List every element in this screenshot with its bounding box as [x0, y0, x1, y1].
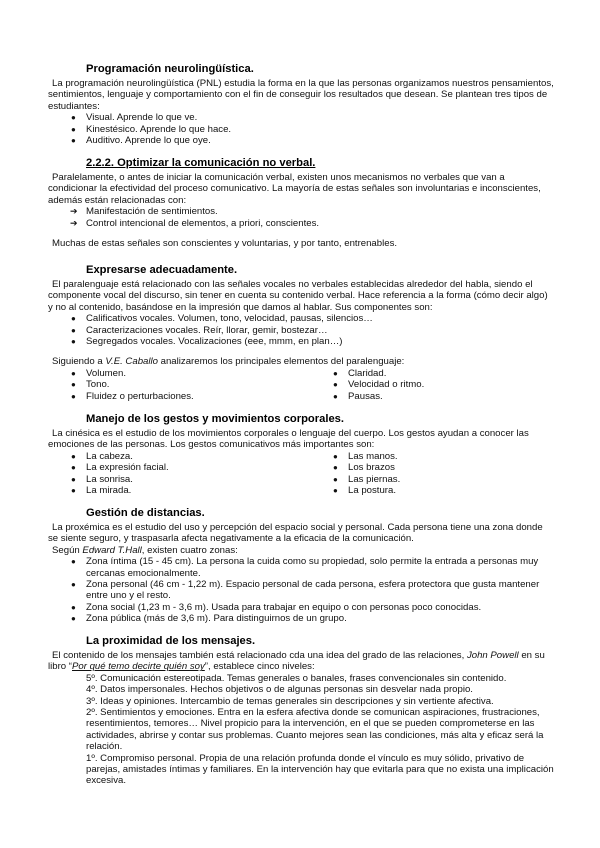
list-item: ● Pausas. [333, 390, 383, 402]
level-item: 5º. Comunicación estereotipada. Temas generales o banales, frases convencionales sin contenido. [86, 672, 507, 684]
paragraph-proxemica: La proxémica es el estudio del uso y percepción del espacio social y personal. Cada persona tiene una zona donde se siente seguro, y traspasarla afecta negativamente a la eficacia de la comunicación. [48, 522, 543, 545]
list-item: ● Claridad. [333, 367, 387, 379]
paragraph-no-verbal-note: Muchas de estas señales son conscientes y voluntarias, y por tanto, entrenables. [52, 238, 398, 250]
list-gestos-left [48, 451, 310, 497]
bullet-icon: ● [71, 474, 76, 484]
bullet-icon: ● [71, 368, 76, 378]
list-item: ● La cabeza. [71, 450, 133, 462]
list-item: ● Segregados vocales. Vocalizaciones (eee, mmm, en plan…) [71, 336, 343, 348]
bullet-icon: ● [333, 451, 338, 461]
bullet-icon: ● [71, 136, 76, 146]
bullet-icon: ● [71, 337, 76, 347]
paragraph-powell: El contenido de los mensajes también está relacionado cda una idea del grado de las relaciones, John Powell en su libro “Por qué temo decirte quién soy”, establece cinco niveles: [48, 650, 545, 673]
level-item: 4º. Datos impersonales. Hechos objetivos o de algunas personas sin desvelar nada propio. [86, 684, 473, 696]
list-paralenguaje-left [48, 368, 310, 402]
level-item: 2º. Sentimientos y emociones. Entra en la esfera afectiva donde se comunican aspiraciones, frustraciones, resentimientos, temores… Nivel propicio para la intervención, en el que se pueden comprometerse en las actividades, abrirse y contar sus problemas. Cuanto mejores sean las condiciones, más alta y eficaz será la relación. [86, 707, 544, 753]
list-item: ● Visual. Aprende lo que ve. [71, 112, 198, 124]
section-distancias [48, 507, 554, 625]
list-item: ● Zona personal (46 cm - 1,22 m). Espacio personal de cada persona, esfera protectora que gusta mantener entre uno y el resto. [71, 579, 540, 602]
list-item: ● La sonrisa. [71, 473, 133, 485]
bullet-icon: ● [71, 113, 76, 123]
list-item: ● Calificativos vocales. Volumen, tono, velocidad, pausas, silencios… [71, 313, 373, 325]
list-componentes [48, 313, 554, 347]
paragraph-paralenguaje: El paralenguaje está relacionado con las señales vocales no verbales establecidas alrededor del habla, siendo el componente vocal del discurso, sin tener en cuenta su contenido verbal. Hace referencia a la forma (cómo decir algo) y no al contenido, basándose en la impresión que damos al hablar. Sus componentes son: [48, 279, 548, 313]
list-pnl [48, 112, 554, 146]
bullet-icon: ● [71, 391, 76, 401]
bullet-icon: ● [71, 314, 76, 324]
section-no-verbal [48, 157, 554, 249]
list-zonas [48, 556, 554, 624]
section-pnl [48, 63, 554, 146]
level-item: 1º. Compromiso personal. Propia de una relación profunda donde el vínculo es muy sólido, privativo de parejas, amistades íntimas y familiares. En la intervención hay que evitarla para que no exista una implicación excesiva. [86, 752, 554, 787]
list-item: ● Fluidez o perturbaciones. [71, 390, 194, 402]
list-item: ➔ Control intencional de elementos, a priori, conscientes. [70, 217, 320, 229]
section-expresarse [48, 264, 554, 402]
heading-pnl: Programación neurolingüística. [86, 63, 254, 75]
heading-expresarse: Expresarse adecuadamente. [86, 264, 238, 276]
heading-gestos: Manejo de los gestos y movimientos corporales. [86, 413, 345, 425]
heading-distancias: Gestión de distancias. [86, 507, 205, 519]
list-no-verbal [48, 206, 554, 229]
bullet-icon: ● [333, 463, 338, 473]
list-item: ● Las piernas. [333, 473, 401, 485]
level-item: 3º. Ideas y opiniones. Intercambio de temas generales sin descripciones y sin vertiente afectiva. [86, 695, 494, 707]
bullet-icon: ● [71, 614, 76, 624]
bullet-icon: ● [333, 380, 338, 390]
bullet-icon: ● [71, 557, 76, 567]
list-item: ● Velocidad o ritmo. [333, 379, 425, 391]
section-proximidad [48, 635, 554, 787]
paragraph-caballo: Siguiendo a V.E. Caballo analizaremos los principales elementos del paralenguaje: [52, 356, 405, 368]
list-item: ● Caracterizaciones vocales. Reír, llorar, gemir, bostezar… [71, 324, 328, 336]
list-item: ● Volumen. [71, 367, 127, 379]
bullet-icon: ● [71, 325, 76, 335]
section-gestos [48, 413, 554, 496]
arrow-right-icon: ➔ [70, 206, 78, 217]
bullet-icon: ● [71, 451, 76, 461]
list-item: ● Auditivo. Aprende lo que oye. [71, 135, 211, 147]
heading-no-verbal: 2.2.2. Optimizar la comunicación no verbal. [86, 157, 316, 169]
gestos-columns [48, 451, 554, 497]
list-item: ● Tono. [71, 379, 110, 391]
bullet-icon: ● [333, 391, 338, 401]
bullet-icon: ● [333, 368, 338, 378]
list-item: ● Zona íntima (15 - 45 cm). La persona la cuida como su propiedad, solo permite la entrada a personas muy cercanas emocionalmente. [71, 556, 539, 579]
bullet-icon: ● [71, 486, 76, 496]
paragraph-cinesica: La cinésica es el estudio de los movimientos corporales o lenguaje del cuerpo. Los gestos ayudan a conocer las emociones de las personas. Los gestos comunicativos más importantes son: [48, 428, 529, 451]
list-paralenguaje-right [310, 368, 554, 402]
list-item: ➔ Manifestación de sentimientos. [70, 206, 218, 218]
list-item: ● Zona social (1,23 m - 3,6 m). Usada para trabajar en equipo o con personas poco conocidas. [71, 601, 482, 613]
list-gestos-right [310, 451, 554, 497]
paragraph-pnl: La programación neurolingüística (PNL) estudia la forma en la que las personas organizamos nuestros pensamientos, sentimientos, lenguaje y comportamiento con el fin de conseguir los resultados que desean. Se plantean tres tipos de estudiantes: [48, 78, 554, 112]
heading-proximidad: La proximidad de los mensajes. [86, 635, 256, 647]
list-item: ● Las manos. [333, 450, 398, 462]
bullet-icon: ● [333, 474, 338, 484]
bullet-icon: ● [71, 580, 76, 590]
bullet-icon: ● [71, 380, 76, 390]
paralenguaje-columns [48, 368, 554, 402]
arrow-right-icon: ➔ [70, 217, 78, 228]
bullet-icon: ● [71, 463, 76, 473]
paragraph-hall: Según Edward T.Hall, existen cuatro zonas: [52, 544, 238, 556]
list-item: ● La expresión facial. [71, 462, 169, 474]
list-item: ● La mirada. [71, 485, 132, 497]
bullet-icon: ● [71, 602, 76, 612]
list-item: ● Los brazos [333, 462, 395, 474]
paragraph-no-verbal: Paralelamente, o antes de iniciar la comunicación verbal, existen unos mecanismos no verbales que van a condicionar la efectividad del proceso comunicativo. La mayoría de estas señales son involuntarias e inconscientes, además están relacionadas con: [48, 172, 541, 206]
bullet-icon: ● [333, 486, 338, 496]
list-item: ● Kinestésico. Aprende lo que hace. [71, 123, 232, 135]
list-item: ● La postura. [333, 485, 397, 497]
bullet-icon: ● [71, 124, 76, 134]
levels-list [48, 673, 554, 787]
list-item: ● Zona pública (más de 3,6 m). Para distinguirnos de un grupo. [71, 613, 347, 625]
